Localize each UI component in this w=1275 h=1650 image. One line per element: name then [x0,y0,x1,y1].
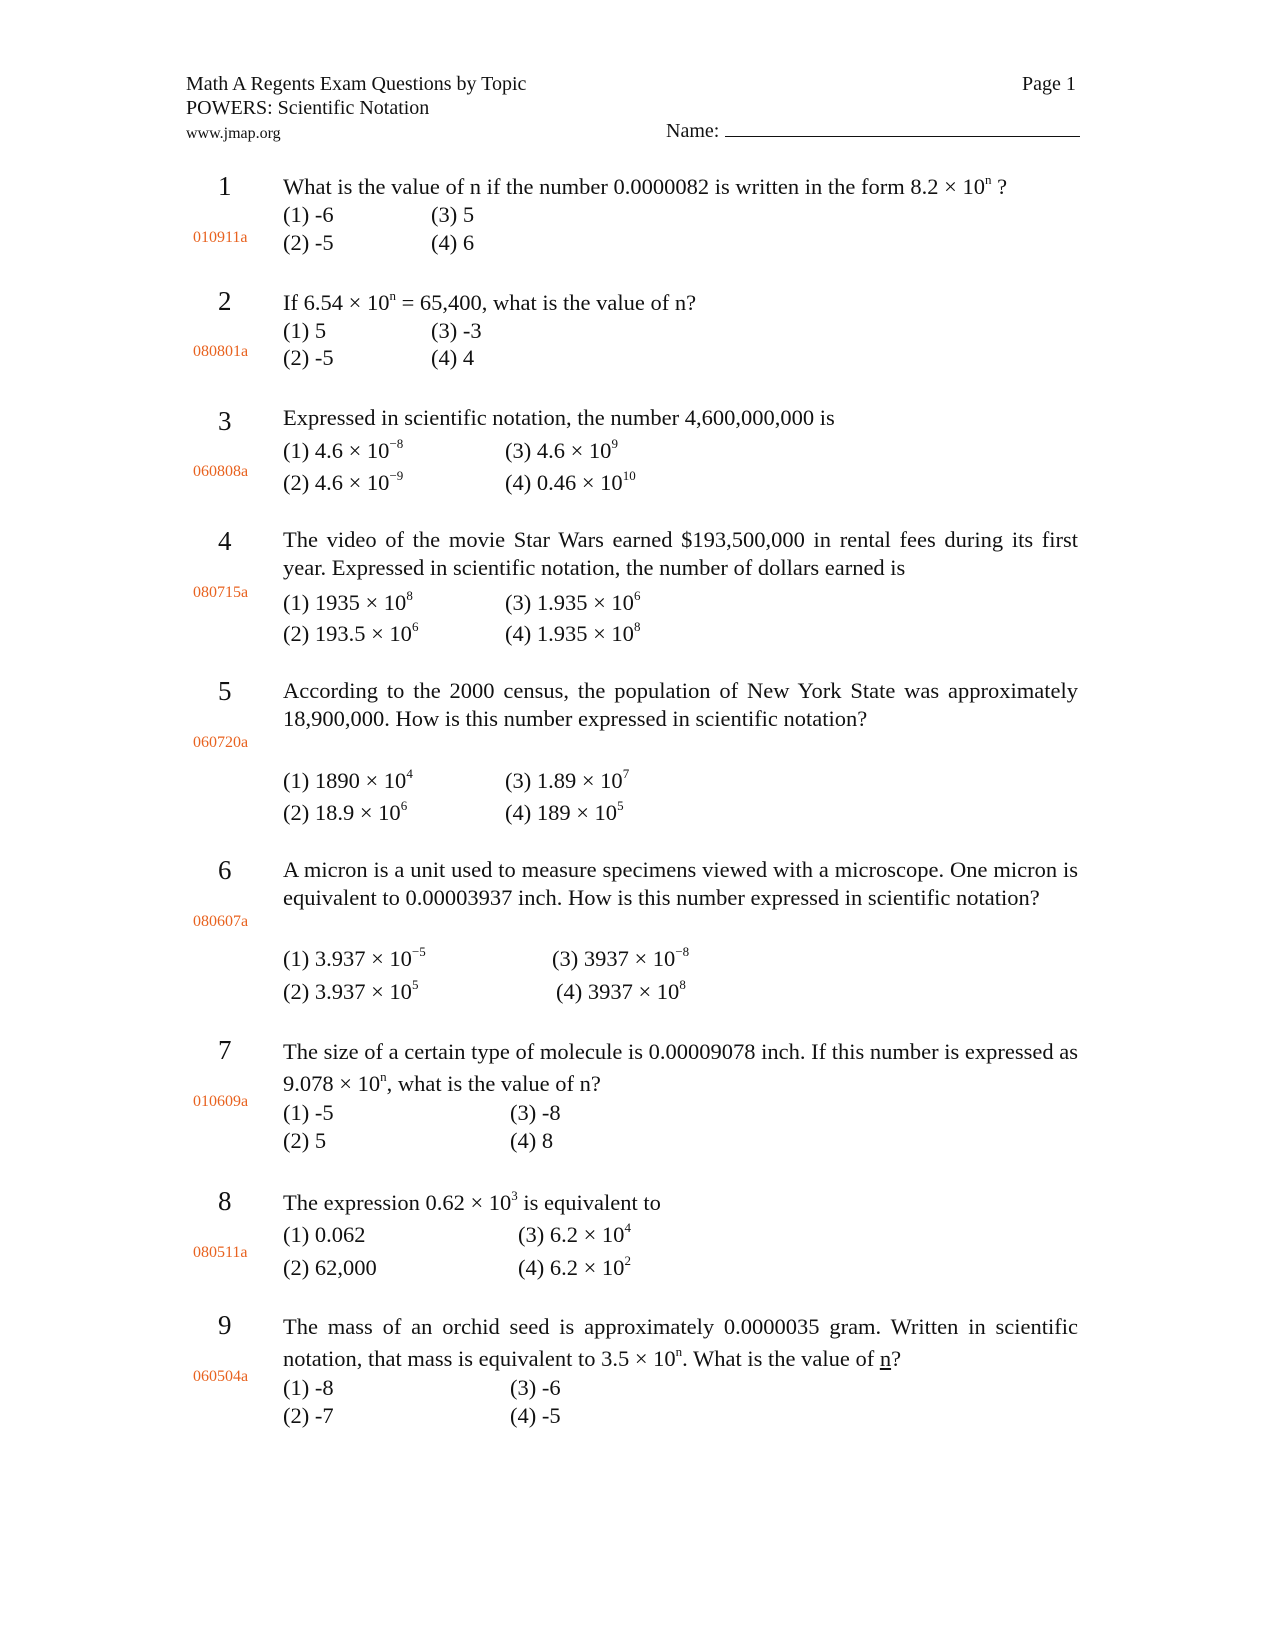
question-code: 080511a [193,1244,248,1261]
question-number: 5 [218,676,232,706]
answer-option[interactable]: (1) $1890 \times 10^4$ [283,765,413,793]
question-number: 6 [218,855,232,885]
answer-option[interactable]: (1) -6 [283,202,334,227]
answer-option[interactable]: (2) -7 [283,1403,334,1428]
name-field[interactable] [666,120,1080,142]
answer-option[interactable]: (4) $0.46 \times 10^{10}$ [505,467,636,495]
answer-option[interactable]: (3) $4.6 \times 10^9$ [505,435,618,463]
answer-option[interactable]: (1) 5 [283,318,327,343]
answer-option[interactable]: (3) -8 [510,1100,561,1125]
answer-option[interactable]: (4) $3937 \times 10^8$ [556,976,686,1004]
answer-option[interactable]: (3) 5 [431,202,475,227]
question-number: 2 [218,286,232,316]
question-stem: According to the 2000 census, the population of New York State was approximately 18,900,000. How is this number expressed in scientific notation? [283,678,1078,731]
answer-option[interactable]: (1) -8 [283,1375,334,1400]
answer-option[interactable]: (4) $6.2 \times 10^2$ [518,1252,631,1280]
answer-option[interactable]: (4) 6 [431,230,475,255]
answer-option[interactable]: (3) $1.89 \times 10^7$ [505,765,630,793]
answer-option[interactable]: (1) 0.062 [283,1222,366,1247]
question-stem: If $6.54 \times 10^n = 65,400$, what is the value of n? [283,287,697,315]
answer-option[interactable]: (1) $3.937 \times 10^{-5}$ [283,943,426,971]
question-code: 010609a [193,1093,249,1110]
answer-option[interactable]: (3) $6.2 \times 10^4$ [518,1219,631,1247]
answer-option[interactable]: (4) $1.935 \times 10^8$ [505,618,641,646]
answer-option[interactable]: (3) -3 [431,318,482,343]
name-label: Name: [666,120,720,142]
question-code: 080607a [193,913,249,930]
answer-option[interactable]: (4) $189 \times 10^5$ [505,797,624,825]
answer-option[interactable]: (2) 5 [283,1128,327,1153]
question-code: 060808a [193,463,249,480]
site-url: www.jmap.org [186,125,281,142]
answer-option[interactable]: (2) $18.9 \times 10^6$ [283,797,408,825]
page-number: Page 1 [1022,73,1076,95]
answer-option[interactable]: (2) $4.6 \times 10^{-9}$ [283,467,404,495]
question-code: 010911a [193,229,248,246]
answer-option[interactable]: (4) -5 [510,1403,561,1428]
answer-option[interactable]: (2) -5 [283,230,334,255]
answer-option[interactable]: (2) -5 [283,345,334,370]
answer-option[interactable]: (2) $193.5 \times 10^6$ [283,618,419,646]
question-number: 9 [218,1310,232,1340]
question-code: 080801a [193,343,249,360]
question-code: 060504a [193,1368,249,1385]
question-number: 8 [218,1186,232,1216]
question-number: 4 [218,526,232,556]
question-stem: The mass of an orchid seed is approximately 0.0000035 gram. Written in scientific notation, that mass is equivalent to $3.5 \times 10^n$. What is the value of n? [283,1314,1078,1371]
topic-title: POWERS: Scientific Notation [186,97,430,119]
question-code: 060720a [193,734,249,751]
answer-option[interactable]: (3) $3937 \times 10^{-8}$ [552,943,690,971]
name-blank-line [725,120,1080,137]
answer-option[interactable]: (3) -6 [510,1375,561,1400]
answer-option[interactable]: (1) -5 [283,1100,334,1125]
question-code: 080715a [193,584,249,601]
question-stem: The video of the movie Star Wars earned $193,500,000 in rental fees during its first year. Expressed in scientific notation, the number of dollars earned is [283,527,1078,580]
question-stem: A micron is a unit used to measure specimens viewed with a microscope. One micron is equivalent to 0.00003937 inch. How is this number expressed in scientific notation? [283,857,1078,910]
question-number: 7 [218,1035,232,1065]
answer-option[interactable]: (2) $3.937 \times 10^5$ [283,976,419,1004]
answer-option[interactable]: (1) $4.6 \times 10^{-8}$ [283,435,404,463]
question-stem: Expressed in scientific notation, the number 4,600,000,000 is [283,405,835,430]
question-stem: What is the value of n if the number 0.0000082 is written in the form $8.2 \times 10^n$ ? [283,171,1008,199]
question-stem: The expression $0.62 \times 10^3$ is equivalent to [283,1187,661,1215]
document-title: Math A Regents Exam Questions by Topic [186,73,527,95]
answer-option[interactable]: (4) 8 [510,1128,554,1153]
answer-option[interactable]: (1) $1935 \times 10^8$ [283,587,413,615]
answer-option[interactable]: (3) $1.935 \times 10^6$ [505,587,641,615]
answer-option[interactable]: (2) 62,000 [283,1255,377,1280]
question-stem: The size of a certain type of molecule is 0.00009078 inch. If this number is expressed as $9.078 \times 10^n$, what is the value of n? [283,1039,1078,1096]
answer-option[interactable]: (4) 4 [431,345,475,370]
question-number: 1 [218,171,232,201]
question-number: 3 [218,406,232,436]
